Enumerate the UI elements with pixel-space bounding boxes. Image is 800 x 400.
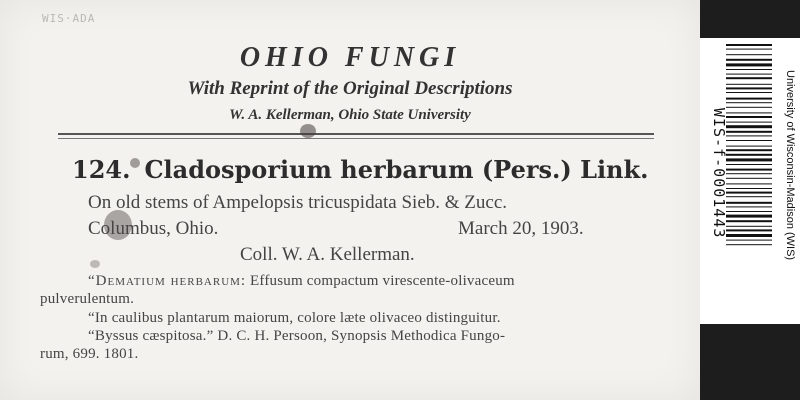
barcode-id: WIS-f-0001443 <box>710 108 728 239</box>
barcode-bar <box>726 54 772 55</box>
habitat-line: On old stems of Ampelopsis tricuspidata Sieb. & Zucc. <box>88 192 508 213</box>
barcode-bar <box>726 84 772 85</box>
barcode-bar <box>726 234 772 237</box>
barcode-bar <box>726 202 772 204</box>
description-line-1 <box>88 273 515 290</box>
barcode-bar <box>726 74 772 75</box>
institution-name: University of Wisconsin-Madison (WIS) <box>784 70 796 261</box>
barcode-bar <box>726 69 772 70</box>
barcode-bar <box>726 158 772 161</box>
barcode-bar <box>726 149 772 151</box>
barcode-bar <box>726 183 772 184</box>
stain-spot <box>130 158 140 168</box>
barcode-bar <box>726 135 772 136</box>
stain-spot <box>104 210 132 240</box>
divider-rule <box>58 133 654 135</box>
divider-rule-thin <box>58 138 654 139</box>
barcode-bar <box>726 92 772 93</box>
barcode-bar <box>726 169 772 171</box>
barcode-image <box>724 38 774 300</box>
barcode-bar <box>726 146 772 147</box>
barcode-bar <box>726 77 772 79</box>
barcode-bar <box>726 59 772 61</box>
barcode-bar <box>726 122 772 123</box>
description-line-3-cont: rum, 699. 1801. <box>40 346 139 362</box>
locality: Columbus, Ohio. <box>88 218 219 239</box>
barcode-bar <box>726 206 772 207</box>
barcode-bar <box>726 226 772 227</box>
barcode-bar <box>726 244 772 245</box>
barcode-bar <box>726 44 772 46</box>
barcode-bar <box>726 102 772 103</box>
description-line-1-cont: pulverulentum. <box>40 291 135 307</box>
faded-stamp: WIS·ADA <box>42 12 96 25</box>
barcode-bar <box>726 140 772 141</box>
barcode-bar <box>726 98 772 100</box>
specimen-number: 124. <box>72 155 131 184</box>
description-line-2: “In caulibus plantarum maiorum, colore læte olivaceo distinguitur. <box>88 310 501 326</box>
barcode-bar <box>726 188 772 189</box>
barcode-bar <box>726 125 772 128</box>
label-author: W. A. Kellerman, Ohio State University <box>229 107 471 123</box>
label-subtitle: With Reprint of the Original Descriptions <box>187 78 513 99</box>
genus-smallcaps: “Dematium herbarum: <box>88 273 247 289</box>
barcode-bar <box>726 49 772 50</box>
barcode-bar <box>726 173 772 174</box>
barcode-bar <box>726 211 772 212</box>
barcode-bar <box>726 87 772 89</box>
barcode-bar <box>726 215 772 218</box>
specimen-name: Cladosporium herbarum (Pers.) Link. <box>144 155 649 184</box>
barcode-bar <box>726 178 772 179</box>
barcode-bar <box>726 240 772 241</box>
stain-spot <box>300 124 316 138</box>
barcode-bar <box>726 112 772 113</box>
collector: Coll. W. A. Kellerman. <box>240 244 415 265</box>
barcode-bar <box>726 63 772 66</box>
barcode-bar <box>726 154 772 156</box>
barcode-bar <box>726 196 772 197</box>
barcode-bar <box>726 220 772 222</box>
barcode-bar <box>726 164 772 165</box>
barcode-bar <box>726 107 772 108</box>
collection-date: March 20, 1903. <box>458 218 584 239</box>
barcode-bar <box>726 116 772 118</box>
barcode-bar <box>726 192 772 194</box>
specimen-heading <box>72 155 649 184</box>
stain-spot <box>90 260 100 268</box>
description-line-3: “Byssus cæspitosa.” D. C. H. Persoon, Synopsis Methodica Fungo- <box>88 328 506 344</box>
barcode-bar <box>726 229 772 231</box>
description-text: Effusum compactum virescente-olivaceum <box>246 273 515 289</box>
barcode-bar <box>726 131 772 133</box>
label-title: OHIO FUNGI <box>239 42 461 73</box>
